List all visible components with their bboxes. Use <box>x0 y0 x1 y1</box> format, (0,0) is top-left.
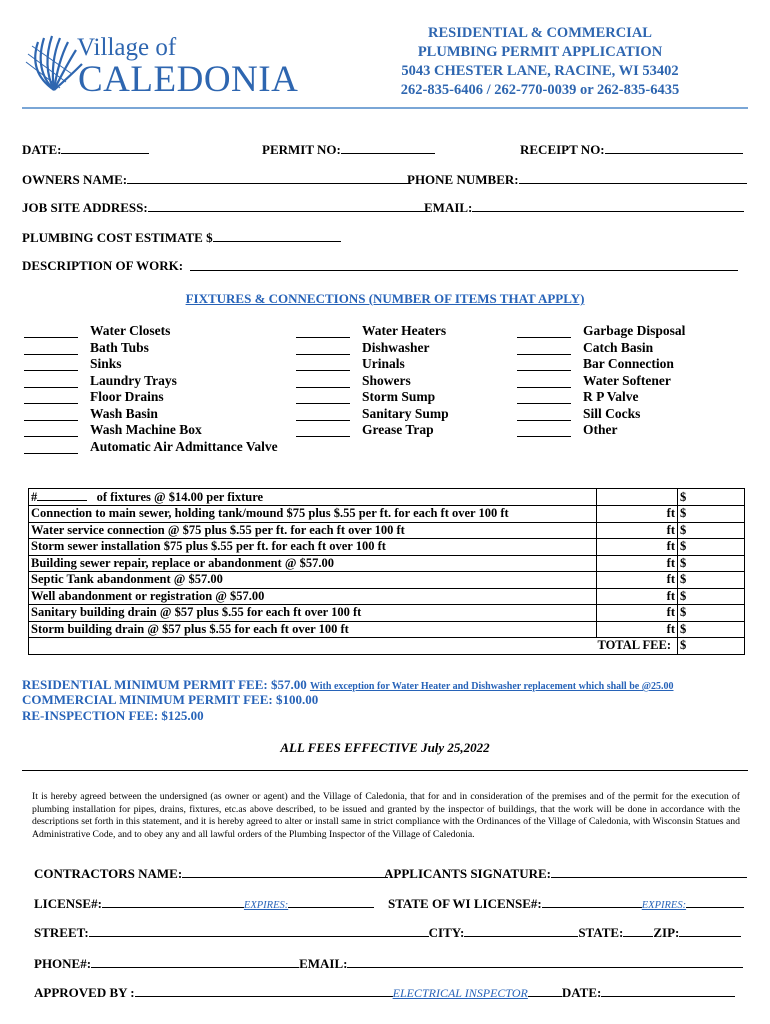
fixture-item: Bath Tubs <box>24 340 278 357</box>
permit-no-field[interactable] <box>262 141 435 158</box>
phone-number-field[interactable] <box>407 171 747 188</box>
fixture-count-input[interactable] <box>296 406 350 421</box>
header-divider <box>22 107 748 109</box>
ft-cell[interactable]: ft <box>597 506 678 523</box>
total-fee-label: TOTAL FEE: <box>29 638 678 655</box>
fixture-count-input[interactable] <box>24 356 78 371</box>
approval-date-label: DATE: <box>561 985 602 1000</box>
fixture-item: Water Softener <box>517 373 685 390</box>
ft-cell[interactable] <box>597 489 678 506</box>
logo-name-text: CALEDONIA <box>78 59 299 100</box>
header-line-4: 262-835-6406 / 262-770-0039 or 262-835-6435 <box>400 82 680 98</box>
residential-fee-note: With exception for Water Heater and Dishwasher replacement which shall be @25.00 <box>309 681 674 692</box>
amount-cell[interactable]: $ <box>678 489 745 506</box>
fee-description-cell: Storm building drain @ $57 plus $.55 for each ft over 100 ft <box>29 621 597 638</box>
address-row <box>34 924 741 941</box>
street-input[interactable] <box>89 924 429 937</box>
table-row <box>29 555 745 572</box>
fixture-count-input[interactable] <box>296 389 350 404</box>
contractors-name-field[interactable] <box>34 865 388 882</box>
ft-cell[interactable]: ft <box>597 605 678 622</box>
fixture-count-input[interactable] <box>24 406 78 421</box>
fixture-item: Wash Basin <box>24 406 278 423</box>
table-row <box>29 588 745 605</box>
owners-name-field[interactable] <box>22 171 411 188</box>
ft-cell[interactable]: ft <box>597 588 678 605</box>
ft-cell[interactable]: ft <box>597 522 678 539</box>
fee-description-cell: Water service connection @ $75 plus $.55 per ft. for each ft over 100 ft <box>29 522 597 539</box>
fixture-count-input[interactable] <box>296 356 350 371</box>
fixtures-column-1 <box>24 323 278 455</box>
table-row <box>29 605 745 622</box>
street-label: STREET: <box>34 925 89 940</box>
table-row <box>29 572 745 589</box>
fixture-item: Dishwasher <box>296 340 449 357</box>
table-row <box>29 539 745 556</box>
fixture-item: Automatic Air Admittance Valve <box>24 439 278 456</box>
city-input[interactable] <box>464 924 578 937</box>
header-block <box>360 24 720 100</box>
fixture-count-input[interactable] <box>296 422 350 437</box>
fee-table <box>28 488 745 655</box>
header-line-3: 5043 CHESTER LANE, RACINE, WI 53402 <box>401 63 679 79</box>
reinspection-fee: RE-INSPECTION FEE: $125.00 <box>22 708 204 723</box>
approval-date-input[interactable] <box>601 984 735 997</box>
amount-cell[interactable]: $ <box>678 572 745 589</box>
agreement-divider <box>22 770 748 771</box>
fixture-item: Water Heaters <box>296 323 449 340</box>
zip-input[interactable] <box>679 924 741 937</box>
receipt-no-field[interactable] <box>520 141 743 158</box>
fixture-count-input[interactable] <box>24 373 78 388</box>
fixture-item: Garbage Disposal <box>517 323 685 340</box>
contact-email-input[interactable] <box>347 955 743 968</box>
table-row <box>29 621 745 638</box>
fixture-count-input[interactable] <box>517 373 571 388</box>
fixture-item: Sill Cocks <box>517 406 685 423</box>
license-field[interactable] <box>34 895 374 912</box>
agreement-text: It is hereby agreed between the undersigned (as owner or agent) and the Village of Caledonia, that for and in consideration of the premises and of the permit for the execution of plumbing installation for pipes, drains, fixtures, etc.as above described, to be issued and granted by the inspector of buildings, that the work will be done in accordance with the descriptions set forth in this statement, and it is hereby agreed to alter or install same in strict compliance with the Ordinances of the Village of Caledonia, with Wisconsin Statues and Administrative Code, and to obey any and all lawful orders of the Plumbing Inspector of the Village of Caledonia. <box>32 791 740 840</box>
city-label: CITY: <box>428 925 465 940</box>
fixture-item: Other <box>517 422 685 439</box>
fee-description-cell: Sanitary building drain @ $57 plus $.55 for each ft over 100 ft <box>29 605 597 622</box>
fixture-item: Showers <box>296 373 449 390</box>
table-row <box>29 489 745 506</box>
amount-cell[interactable]: $ <box>678 605 745 622</box>
contractors-name-label: CONTRACTORS NAME: <box>34 866 183 881</box>
commercial-fee: COMMERCIAL MINIMUM PERMIT FEE: $100.00 <box>22 692 319 707</box>
date-field[interactable] <box>22 141 149 158</box>
fixture-item: Catch Basin <box>517 340 685 357</box>
job-site-address-label: JOB SITE ADDRESS: <box>22 200 148 215</box>
zip-label: ZIP: <box>653 925 680 940</box>
fee-description-cell: Well abandonment or registration @ $57.00 <box>29 588 597 605</box>
fees-effective-date: ALL FEES EFFECTIVE July 25,2022 <box>280 740 490 755</box>
total-fee-cell[interactable]: $ <box>678 638 745 655</box>
cost-estimate-label: PLUMBING COST ESTIMATE $ <box>22 230 213 245</box>
fixture-count-input[interactable] <box>517 389 571 404</box>
fixture-count-input[interactable] <box>517 356 571 371</box>
job-site-address-field[interactable] <box>22 199 430 216</box>
table-row <box>29 638 745 655</box>
fee-description-cell: Storm sewer installation $75 plus $.55 per ft. for each ft over 100 ft <box>29 539 597 556</box>
cost-estimate-field[interactable] <box>22 229 341 246</box>
fixtures-title: FIXTURES & CONNECTIONS (NUMBER OF ITEMS THAT APPLY) <box>185 291 585 306</box>
fee-description-cell: Connection to main sewer, holding tank/mound $75 plus $.55 per ft. for each ft over 100 ft <box>29 506 597 523</box>
date-label: DATE: <box>22 142 62 157</box>
fixture-item: Storm Sump <box>296 389 449 406</box>
amount-cell[interactable]: $ <box>678 522 745 539</box>
fixture-item: Sanitary Sump <box>296 406 449 423</box>
permit-no-label: PERMIT NO: <box>262 142 341 157</box>
ft-cell[interactable]: ft <box>597 555 678 572</box>
residential-fee: RESIDENTIAL MINIMUM PERMIT FEE: $57.00 <box>22 677 307 692</box>
applicants-signature-field[interactable] <box>384 865 747 882</box>
phone-label: PHONE#: <box>34 956 92 971</box>
logo-village-text: Village of <box>77 34 177 61</box>
fixture-item: Grease Trap <box>296 422 449 439</box>
fixture-count-input[interactable] <box>24 340 78 355</box>
license-label: LICENSE#: <box>34 896 102 911</box>
ft-cell[interactable]: ft <box>597 621 678 638</box>
table-row <box>29 522 745 539</box>
contact-email-label: EMAIL: <box>299 956 348 971</box>
description-input-line[interactable] <box>190 270 738 271</box>
description-field[interactable] <box>22 258 183 274</box>
fee-description-cell: # of fixtures @ $14.00 per fixture <box>29 489 597 506</box>
state-license-expires: EXPIRES: <box>641 900 687 911</box>
approved-by-label: APPROVED BY : <box>34 985 135 1000</box>
fixture-item: Bar Connection <box>517 356 685 373</box>
amount-cell[interactable]: $ <box>678 555 745 572</box>
fixture-count-input[interactable] <box>24 389 78 404</box>
owners-name-label: OWNERS NAME: <box>22 172 128 187</box>
fixture-count-input[interactable] <box>296 373 350 388</box>
description-label: DESCRIPTION OF WORK: <box>22 258 184 273</box>
fixture-item: Laundry Trays <box>24 373 278 390</box>
fixtures-column-3 <box>517 323 685 439</box>
approved-by-input[interactable] <box>135 984 393 997</box>
email-field[interactable] <box>424 199 744 216</box>
fixture-count-input[interactable] <box>296 323 350 338</box>
fixture-count-input[interactable] <box>24 323 78 338</box>
fixture-item: Wash Machine Box <box>24 422 278 439</box>
state-label: STATE: <box>578 925 624 940</box>
applicants-signature-label: APPLICANTS SIGNATURE: <box>384 866 551 881</box>
fee-description-cell: Septic Tank abandonment @ $57.00 <box>29 572 597 589</box>
fixture-item: R P Valve <box>517 389 685 406</box>
phone-input[interactable] <box>91 955 299 968</box>
fixtures-column-2 <box>296 323 449 439</box>
state-input[interactable] <box>623 924 653 937</box>
header-line-1: RESIDENTIAL & COMMERCIAL <box>428 25 652 41</box>
amount-cell[interactable]: $ <box>678 621 745 638</box>
fixture-count-input[interactable] <box>24 422 78 437</box>
header-line-2: PLUMBING PERMIT APPLICATION <box>417 44 663 60</box>
fixture-count-input[interactable] <box>517 422 571 437</box>
state-license-label: STATE OF WI LICENSE#: <box>388 896 542 911</box>
fixture-total-input[interactable] <box>37 489 87 501</box>
state-license-field[interactable] <box>388 895 744 912</box>
fixture-count-input[interactable] <box>517 406 571 421</box>
fixture-count-input[interactable] <box>517 323 571 338</box>
fixture-count-input[interactable] <box>24 439 78 454</box>
amount-cell[interactable]: $ <box>678 539 745 556</box>
approval-row <box>34 984 735 1001</box>
license-expires: EXPIRES: <box>243 900 289 911</box>
fixture-item: Water Closets <box>24 323 278 340</box>
amount-cell[interactable]: $ <box>678 588 745 605</box>
ft-cell[interactable]: ft <box>597 539 678 556</box>
fixture-item: Sinks <box>24 356 278 373</box>
table-row <box>29 506 745 523</box>
amount-cell[interactable]: $ <box>678 506 745 523</box>
fee-description-cell: Building sewer repair, replace or abandonment @ $57.00 <box>29 555 597 572</box>
receipt-no-label: RECEIPT NO: <box>520 142 605 157</box>
contact-row <box>34 955 743 972</box>
phone-number-label: PHONE NUMBER: <box>407 172 519 187</box>
ft-cell[interactable]: ft <box>597 572 678 589</box>
fixture-item: Floor Drains <box>24 389 278 406</box>
fixture-count-input[interactable] <box>296 340 350 355</box>
fixture-count-input[interactable] <box>517 340 571 355</box>
electrical-inspector-label: ELECTRICAL INSPECTOR <box>392 986 528 1000</box>
email-label: EMAIL: <box>424 200 473 215</box>
fixture-item: Urinals <box>296 356 449 373</box>
